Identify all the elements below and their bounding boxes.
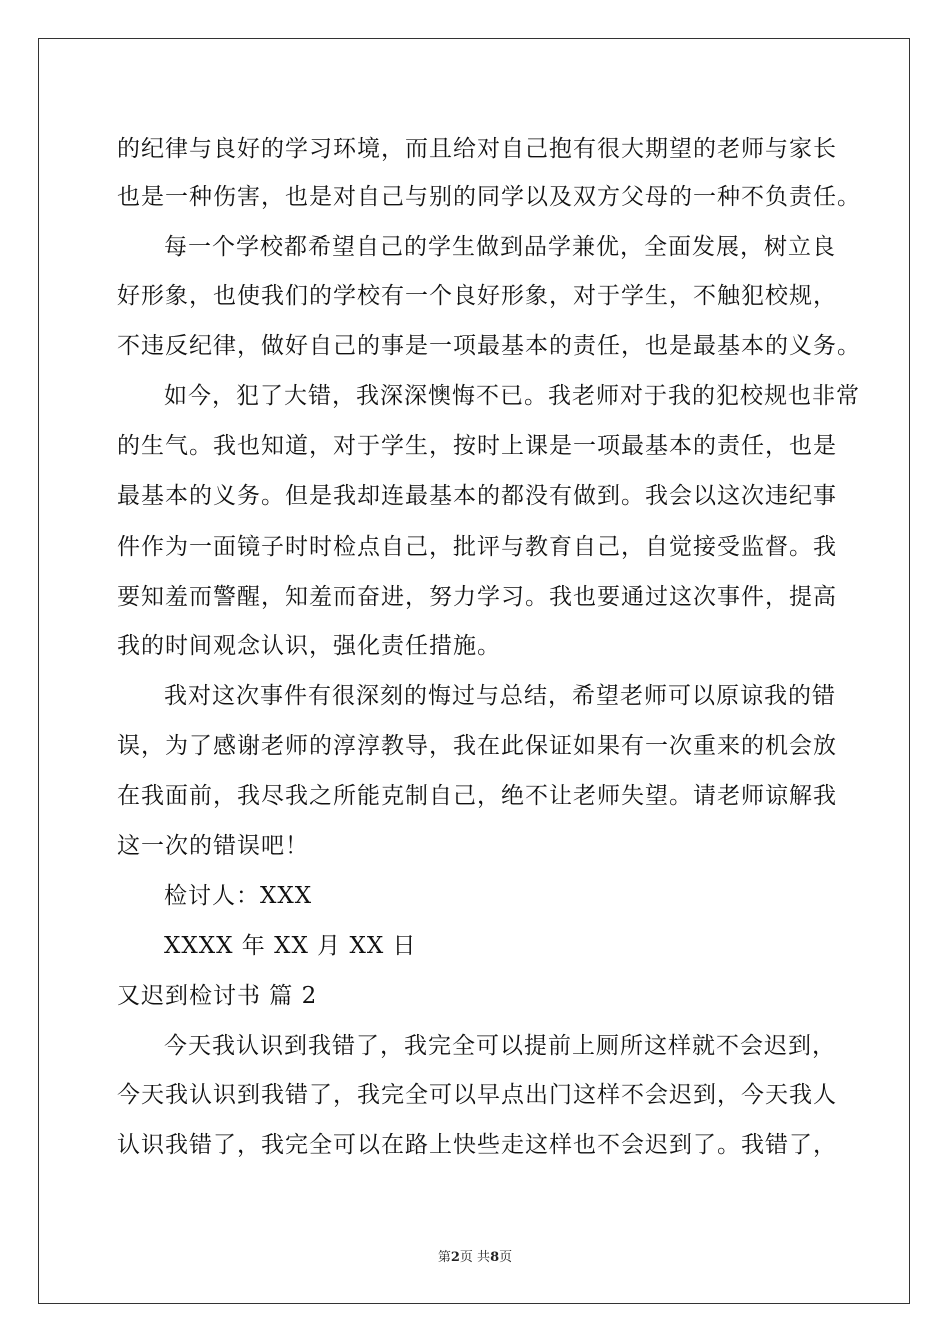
text-line: 也是一种伤害，也是对自己与别的同学以及双方父母的一种不负责任。 — [117, 184, 861, 210]
text-line: 我对这次事件有很深刻的悔过与总结，希望老师可以原谅我的错 — [164, 683, 836, 709]
signature-line: 检讨人：XXX — [164, 883, 313, 909]
text-line: 误，为了感谢老师的淳淳教导，我在此保证如果有一次重来的机会放 — [117, 733, 837, 759]
text-line: 不违反纪律，做好自己的事是一项最基本的责任，也是最基本的义务。 — [117, 333, 861, 359]
text-line: 的生气。我也知道，对于学生，按时上课是一项最基本的责任，也是 — [117, 433, 837, 459]
text-line: 每一个学校都希望自己的学生做到品学兼优，全面发展，树立良 — [164, 234, 836, 260]
footer-total-pages: 8 — [490, 1250, 500, 1265]
text-line: 在我面前，我尽我之所能克制自己，绝不让老师失望。请老师谅解我 — [117, 783, 837, 809]
text-line: 我的时间观念认识，强化责任措施。 — [117, 633, 501, 659]
text-line: 最基本的义务。但是我却连最基本的都没有做到。我会以这次违纪事 — [117, 483, 837, 509]
page-border — [38, 38, 910, 1304]
text-line: 这一次的错误吧！ — [117, 833, 309, 859]
date-line: XXXX 年 XX 月 XX 日 — [164, 933, 417, 959]
text-line: 今天我认识到我错了，我完全可以提前上厕所这样就不会迟到， — [164, 1033, 836, 1059]
page-footer — [0, 1246, 950, 1265]
text-line: 要知羞而警醒，知羞而奋进，努力学习。我也要通过这次事件，提高 — [117, 584, 837, 610]
text-line: 好形象，也使我们的学校有一个良好形象，对于学生，不触犯校规， — [117, 283, 837, 309]
footer-prefix: 第 — [437, 1250, 451, 1265]
text-line: 认识我错了，我完全可以在路上快些走这样也不会迟到了。我错了， — [117, 1132, 837, 1158]
footer-page-number: 2 — [450, 1250, 460, 1265]
footer-suffix: 页 — [499, 1250, 513, 1265]
text-line: 件作为一面镜子时时检点自己，批评与教育自己，自觉接受监督。我 — [117, 534, 837, 560]
text-line: 如今，犯了大错，我深深懊悔不已。我老师对于我的犯校规也非常 — [164, 383, 860, 409]
footer-mid: 页 共 — [459, 1250, 491, 1265]
text-line: 今天我认识到我错了，我完全可以早点出门这样不会迟到，今天我人 — [117, 1082, 837, 1108]
section-heading: 又迟到检讨书 篇 2 — [117, 983, 318, 1009]
text-line: 的纪律与良好的学习环境，而且给对自己抱有很大期望的老师与家长 — [117, 136, 837, 162]
